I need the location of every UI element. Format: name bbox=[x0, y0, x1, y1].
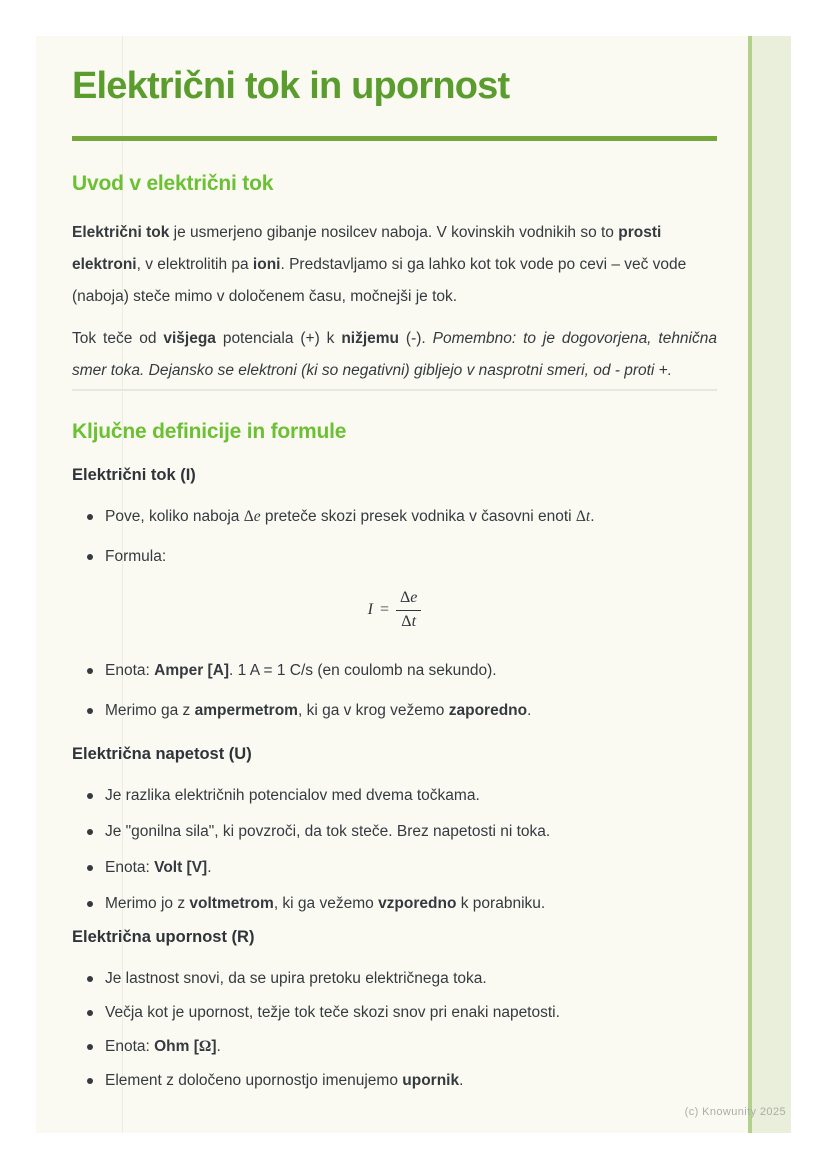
section-divider bbox=[72, 389, 717, 391]
section-heading-definitions: Ključne definicije in formule bbox=[72, 420, 347, 443]
voltage-bullet-list bbox=[72, 783, 717, 917]
section-heading-intro: Uvod v električni tok bbox=[72, 172, 274, 195]
list-item: Formula: bbox=[72, 544, 717, 570]
current-bullet-list-top bbox=[72, 504, 717, 570]
list-item: Merimo jo z voltmetrom, ki ga vežemo vzporedno k porabniku. bbox=[72, 891, 717, 917]
list-item: Merimo ga z ampermetrom, ki ga v krog vežemo zaporedno. bbox=[72, 698, 717, 724]
list-item: Je "gonilna sila", ki povzroči, da tok steče. Brez napetosti ni toka. bbox=[72, 819, 717, 845]
formula-equals: = bbox=[379, 601, 389, 618]
formula-lhs: I bbox=[367, 601, 373, 618]
list-item: Pove, koliko naboja Δe preteče skozi presek vodnika v časovni enoti Δt. bbox=[72, 504, 717, 530]
formula-fraction bbox=[396, 589, 421, 631]
list-item: Enota: Amper [A]. 1 A = 1 C/s (en coulomb na sekundo). bbox=[72, 658, 717, 684]
subheading-resistance: Električna upornost (R) bbox=[72, 928, 255, 946]
formula-current-equation bbox=[72, 584, 717, 636]
page-content bbox=[72, 36, 717, 1094]
list-item: Enota: Volt [V]. bbox=[72, 855, 717, 881]
list-item: Večja kot je upornost, težje tok teče skozi snov pri enaki napetosti. bbox=[72, 1000, 717, 1026]
subheading-current: Električni tok (I) bbox=[72, 466, 196, 484]
document-title: Električni tok in upornost bbox=[72, 65, 510, 107]
current-bullet-list-bottom bbox=[72, 658, 717, 724]
intro-paragraph-1: Električni tok je usmerjeno gibanje nosilcev naboja. V kovinskih vodnikih so to prosti elektroni, v elektrolitih pa ioni. Predstavljamo si ga lahko kot tok vode po cevi – več vode (naboja) steče mimo v določenem času, močnejši je tok. bbox=[72, 224, 687, 305]
list-item: Je lastnost snovi, da se upira pretoku električnega toka. bbox=[72, 966, 717, 992]
formula-denominator: Δt bbox=[401, 612, 417, 630]
document-page bbox=[36, 36, 791, 1133]
title-underline bbox=[72, 136, 717, 141]
list-item: Element z določeno upornostjo imenujemo upornik. bbox=[72, 1068, 717, 1094]
page-edge-strip bbox=[748, 36, 791, 1133]
resistance-bullet-list bbox=[72, 966, 717, 1094]
list-item: Enota: Ohm [Ω]. bbox=[72, 1034, 717, 1060]
formula-numerator: Δe bbox=[396, 589, 421, 610]
intro-paragraph-2: Tok teče od višjega potenciala (+) k nižjemu (-). Pomembno: to je dogovorjena, tehnična smer toka. Dejansko se elektroni (ki so negativni) gibljejo v nasprotni smeri, od - proti +. bbox=[72, 330, 717, 379]
subheading-voltage: Električna napetost (U) bbox=[72, 745, 252, 763]
list-item: Je razlika električnih potencialov med dvema točkama. bbox=[72, 783, 717, 809]
copyright-watermark: (c) Knowunity 2025 bbox=[684, 1106, 786, 1118]
